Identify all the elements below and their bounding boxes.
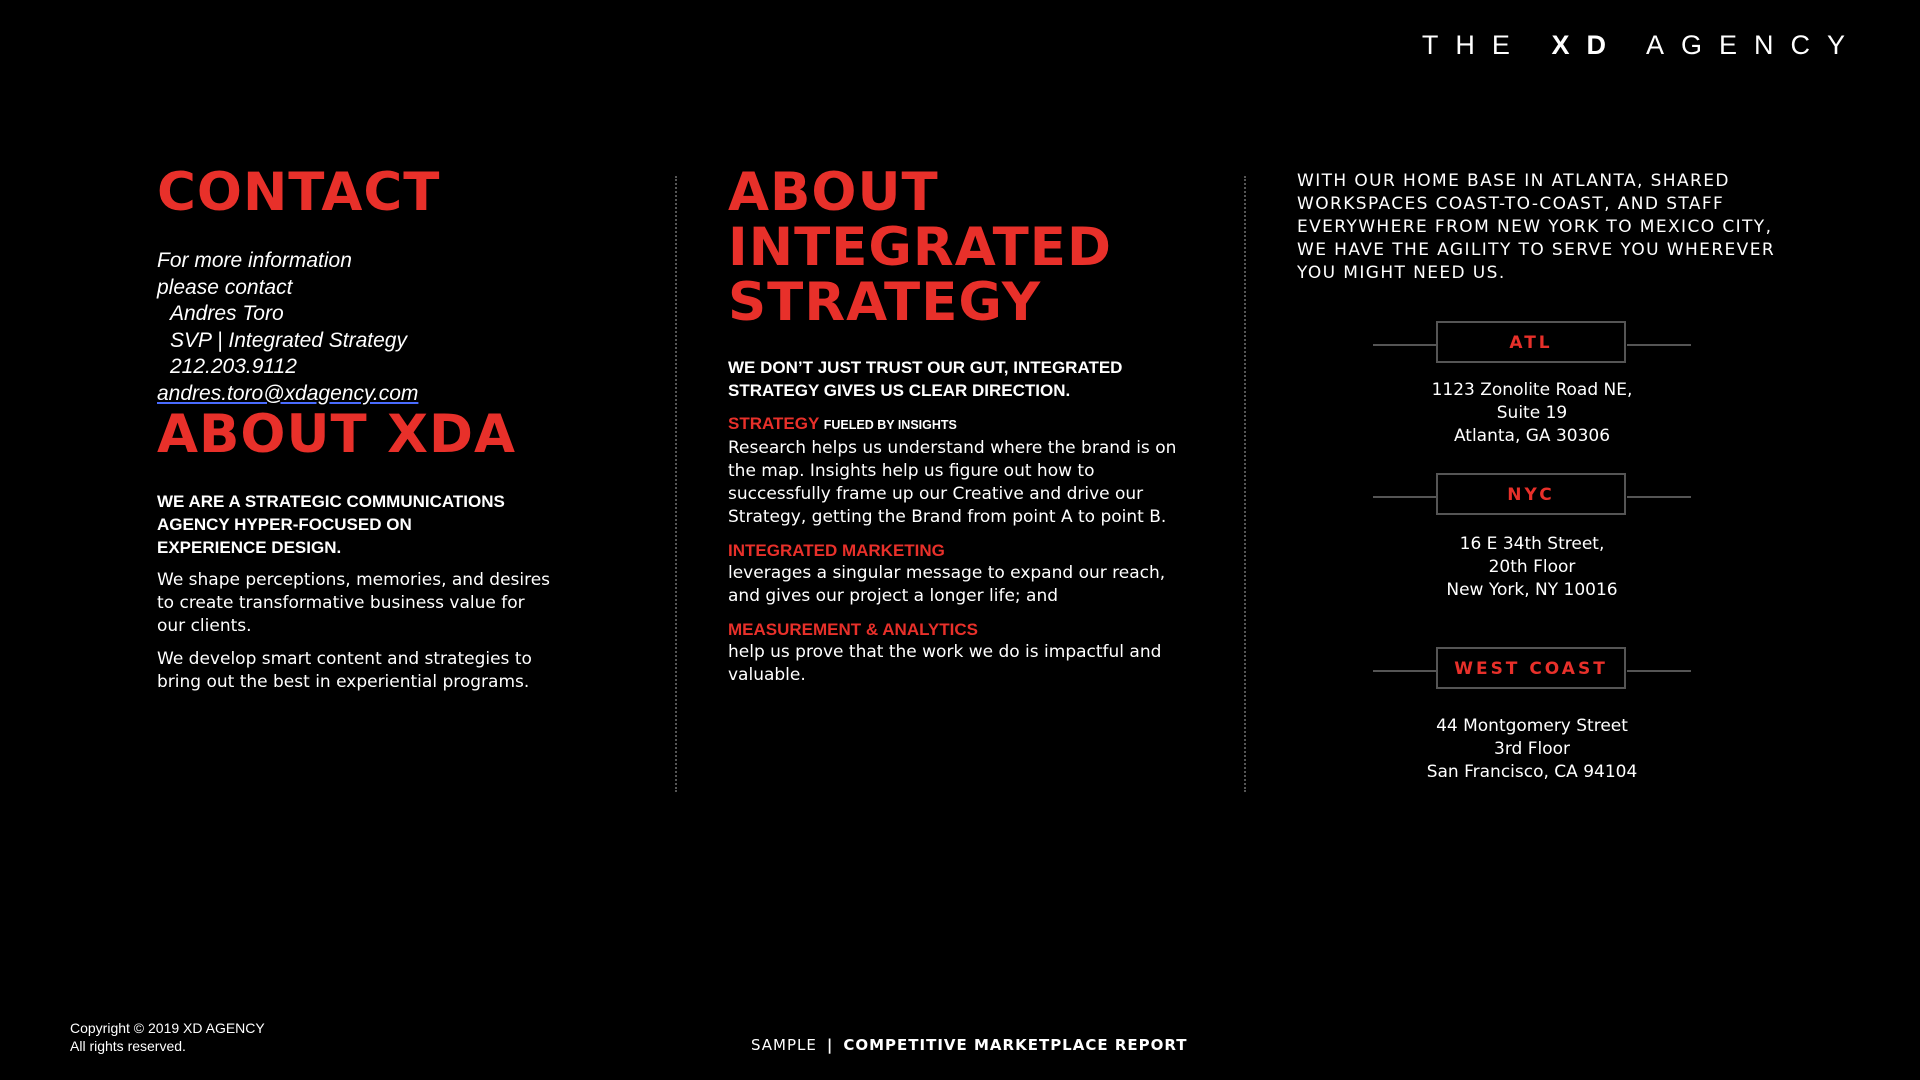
contact-details	[157, 248, 677, 407]
copyright-text: Copyright © 2019 XD AGENCY	[70, 1020, 265, 1036]
about-xda-paragraph-2: We develop smart content and strategies to bring out the best in experiential programs.	[157, 649, 532, 692]
office-tag: NYC	[1436, 473, 1626, 515]
address-line-2: 20th Floor	[1488, 557, 1576, 577]
contact-phone: 212.203.9112	[170, 355, 297, 378]
address-line-2: 3rd Floor	[1494, 739, 1570, 759]
office-nyc	[1297, 473, 1767, 602]
locations-column	[1297, 165, 1777, 782]
measurement-text: help us prove that the work we do is impactful and valuable.	[728, 642, 1162, 685]
contact-column	[157, 162, 677, 694]
about-xda-lead: WE ARE A STRATEGIC COMMUNICATIONS AGENCY HYPER-FOCUSED ON EXPERIENCE DESIGN.	[157, 492, 505, 557]
footer-separator: |	[826, 1036, 834, 1054]
footer-report-label	[751, 1036, 1187, 1054]
tag-line-right	[1627, 670, 1691, 672]
logo-agency: AGENCY	[1645, 30, 1862, 60]
contact-line-2: please contact	[157, 275, 293, 299]
office-address	[1297, 715, 1767, 784]
measurement-label: MEASUREMENT & ANALYTICS	[728, 620, 978, 639]
integrated-strategy-heading	[728, 162, 1198, 333]
contact-line-1: For more information	[157, 249, 352, 272]
column-divider-2	[1244, 176, 1246, 792]
address-line-3: San Francisco, CA 94104	[1426, 762, 1638, 782]
strategy-sublabel: FUELED BY INSIGHTS	[823, 418, 957, 432]
address-line-3: Atlanta, GA 30306	[1453, 426, 1611, 446]
rights-text: All rights reserved.	[70, 1038, 186, 1054]
tag-line-left	[1373, 496, 1437, 498]
address-line-1: 44 Montgomery Street	[1436, 716, 1628, 736]
integrated-strategy-column	[728, 162, 1198, 687]
strategy-label-row	[728, 412, 1198, 437]
logo-xd: XD	[1551, 30, 1623, 60]
strategy-label: STRATEGY	[728, 414, 819, 433]
office-west-coast	[1297, 647, 1767, 784]
address-line-3: New York, NY 10016	[1446, 580, 1618, 600]
integrated-lead: WE DON’T JUST TRUST OUR GUT, INTEGRATED STRATEGY GIVES US CLEAR DIRECTION.	[728, 358, 1123, 400]
tag-line-right	[1627, 344, 1691, 346]
heading-line-2: INTEGRATED	[728, 217, 1113, 278]
office-address	[1297, 533, 1767, 602]
footer-sample: SAMPLE	[751, 1036, 817, 1054]
office-tag: ATL	[1436, 321, 1626, 363]
address-line-1: 1123 Zonolite Road NE,	[1431, 380, 1633, 400]
about-xda-heading: ABOUT XDA	[157, 404, 516, 465]
marketing-label: INTEGRATED MARKETING	[728, 541, 945, 560]
contact-email-link[interactable]: andres.toro@xdagency.com	[157, 381, 419, 405]
tag-line-right	[1627, 496, 1691, 498]
about-xda-paragraph-1: We shape perceptions, memories, and desires to create transformative business value for our clients.	[157, 570, 551, 636]
footer-report-title: COMPETITIVE MARKETPLACE REPORT	[843, 1036, 1188, 1054]
office-tag: WEST COAST	[1436, 647, 1626, 689]
heading-line-3: STRATEGY	[728, 272, 1042, 333]
logo-the: THE	[1421, 30, 1527, 60]
office-atl	[1297, 321, 1767, 448]
strategy-text: Research helps us understand where the brand is on the map. Insights help us figure out how to successfully frame up our Creative and drive our Strategy, getting the Brand from point A to point B.	[728, 438, 1177, 527]
locations-intro: WITH OUR HOME BASE IN ATLANTA, SHARED WORKSPACES COAST-TO-COAST, AND STAFF EVERYWHERE FROM NEW YORK TO MEXICO CITY, WE HAVE THE AGILITY TO SERVE YOU WHEREVER YOU MIGHT NEED US.	[1297, 171, 1776, 283]
office-address	[1297, 379, 1767, 448]
contact-title: SVP | Integrated Strategy	[170, 328, 407, 352]
heading-line-1: ABOUT	[728, 162, 939, 223]
address-line-2: Suite 19	[1496, 403, 1568, 423]
tag-line-left	[1373, 344, 1437, 346]
column-divider-1	[675, 176, 677, 792]
contact-name: Andres Toro	[170, 302, 284, 325]
address-line-1: 16 E 34th Street,	[1459, 534, 1605, 554]
footer-copyright	[70, 1019, 265, 1055]
contact-heading: CONTACT	[157, 162, 441, 223]
tag-line-left	[1373, 670, 1437, 672]
marketing-text: leverages a singular message to expand our reach, and gives our project a longer life; and	[728, 563, 1166, 606]
brand-logo	[1422, 30, 1862, 61]
